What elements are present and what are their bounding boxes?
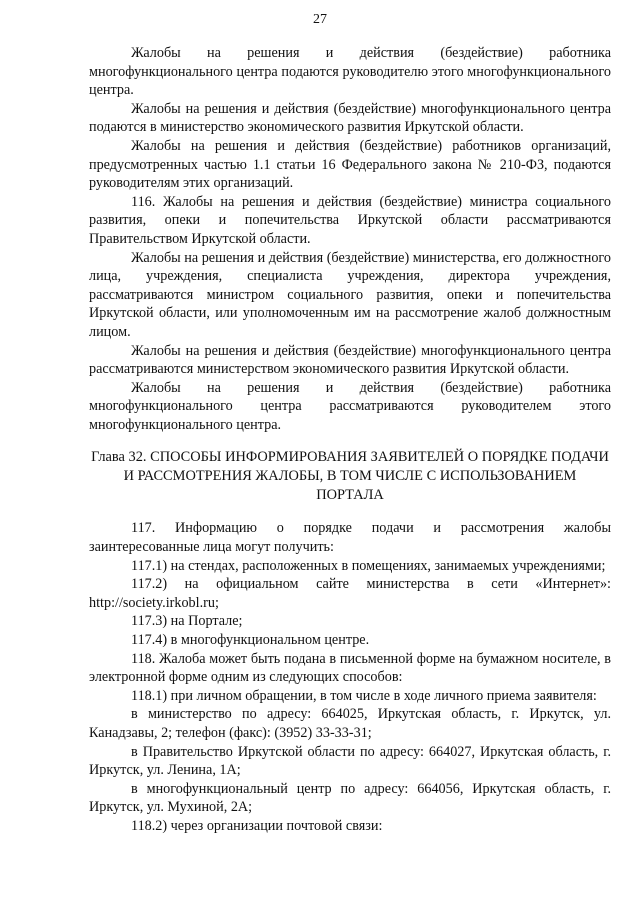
paragraph: Жалобы на решения и действия (бездействие) работника многофункционального центра рассматриваются руководителем этого многофункционального центра.	[89, 379, 611, 433]
address-item: в многофункциональный центр по адресу: 664056, Иркутская область, г. Иркутск, ул. Мухиной, 2А;	[89, 780, 611, 816]
address-item: в министерство по адресу: 664025, Иркутская область, г. Иркутск, ул. Канадзавы, 2; телефон (факс): (3952) 33-33-31;	[89, 706, 611, 741]
list-item: 117.1) на стендах, расположенных в помещениях, занимаемых учреждениями;	[131, 557, 606, 574]
list-item: 117.2) на официальном сайте министерства в сети «Интернет»: http://society.irkobl.ru;	[89, 576, 611, 611]
paragraph: Жалобы на решения и действия (бездействие) работника многофункционального центра подаются руководителю этого многофункционального центра.	[89, 45, 611, 99]
page-number: 27	[313, 12, 327, 27]
document-body	[89, 44, 611, 836]
paragraph: 118. Жалоба может быть подана в письменной форме на бумажном носителе, в электронной форме одним из следующих способов:	[89, 650, 611, 686]
list-item: 118.1) при личном обращении, в том числе в ходе личного приема заявителя:	[131, 687, 597, 704]
paragraph: Жалобы на решения и действия (бездействие) министерства, его должностного лица, учреждения, специалиста учреждения, директора учреждения, рассматриваются министром социального развития, опеки и попечительства Иркутской области, или уполномоченным им на рассмотрение жалоб должностным лицом.	[89, 249, 611, 340]
paragraph: 116. Жалобы на решения и действия (бездействие) министра социального развития, опеки и попечительства Иркутской области рассматриваются Правительством Иркутской области.	[89, 193, 611, 247]
paragraph: Жалобы на решения и действия (бездействие) многофункционального центра рассматриваются министерством экономического развития Иркутской области.	[89, 342, 611, 378]
list-item: 117.3) на Портале;	[131, 613, 243, 630]
paragraph: Жалобы на решения и действия (бездействие) многофункционального центра подаются в министерство экономического развития Иркутской области.	[89, 100, 611, 136]
list-item: 117.4) в многофункциональном центре.	[131, 632, 370, 649]
paragraph: 117. Информацию о порядке подачи и рассмотрения жалобы заинтересованные лица могут получить:	[89, 520, 611, 556]
chapter-heading: Глава 32. СПОСОБЫ ИНФОРМИРОВАНИЯ ЗАЯВИТЕЛЕЙ О ПОРЯДКЕ ПОДАЧИ И РАССМОТРЕНИЯ ЖАЛОБЫ, В ТОМ ЧИСЛЕ С ИСПОЛЬЗОВАНИЕМ ПОРТАЛА	[91, 449, 609, 504]
address-item: в Правительство Иркутской области по адресу: 664027, Иркутская область, г. Иркутск, ул. Ленина, 1А;	[89, 743, 611, 779]
paragraph: Жалобы на решения и действия (бездействие) работников организаций, предусмотренных частью 1.1 статьи 16 Федерального закона № 210-ФЗ, подаются руководителям этих организаций.	[89, 137, 611, 192]
list-item: 118.2) через организации почтовой связи:	[131, 817, 383, 834]
